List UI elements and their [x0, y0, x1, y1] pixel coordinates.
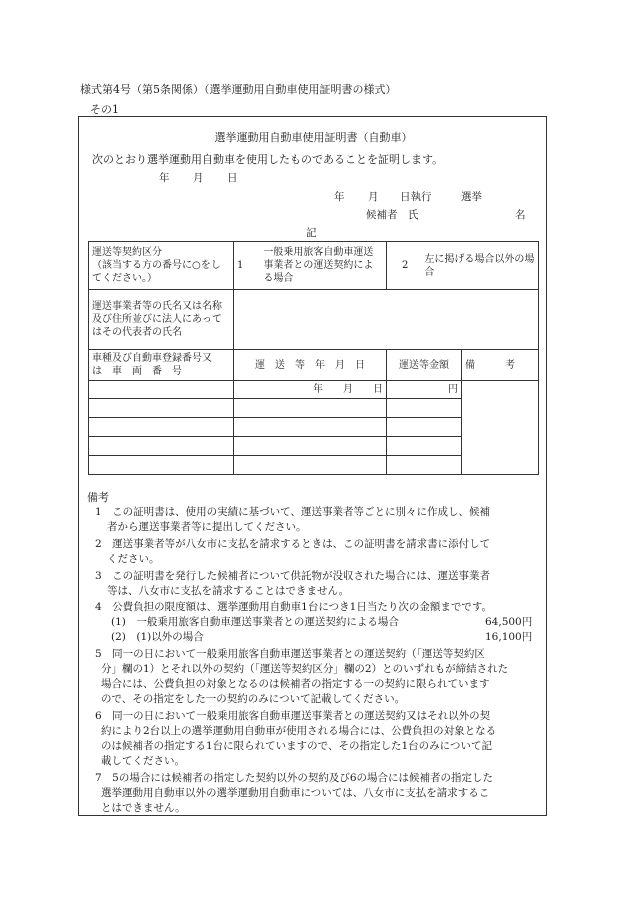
note-line: 4 公費負担の限度額は、選挙運動用自動車1台につき1日当たり次の金額までです。	[95, 601, 492, 613]
candidate-name-suffix: 名	[515, 209, 526, 221]
note-amount: 64,500円	[485, 616, 533, 628]
remarks-cell	[462, 381, 539, 475]
note-line: 5 同一の日において一般乗用旅客自動車運送事業者との運送契約（「運送等契約区	[95, 648, 485, 660]
option-2-text: 左に掲げる場合以外の場合	[424, 253, 535, 278]
note-amount: 16,100円	[485, 631, 533, 643]
note-line: のは候補者の指定する1台に限られていますので、その指定した1台のみについて記	[101, 740, 492, 752]
note-line: 選挙運動用自動車以外の選挙運動用自動車については、八女市に支払を請求するこ	[101, 787, 490, 799]
contract-label: 運送等契約区分 （該当する方の番号に○をしてください。）	[89, 242, 234, 290]
note-line: 等は、八女市に支払を請求することはできません。	[107, 585, 350, 597]
notes-title: 備考	[87, 491, 109, 504]
candidate-name-label: 候補者 氏	[366, 209, 419, 221]
date-cell: 年 月 日	[234, 381, 387, 399]
note-line: とはできません。	[101, 802, 186, 814]
vehicle-cell	[89, 437, 234, 456]
note-line: 分」欄の1）とそれ以外の契約（「運送等契約区分」欄の2）とのいずれもが締結された	[101, 663, 509, 675]
amount-cell	[387, 399, 462, 418]
note-line: ので、その指定をした一の契約のみについて記載してください。	[101, 693, 406, 705]
note-line: 場合には、公費負担の対象となるのは候補者の指定する一の契約に限られています	[101, 678, 490, 690]
election-year: 年	[334, 191, 345, 203]
amount-cell	[387, 456, 462, 475]
form-sub-number: その1	[90, 103, 119, 116]
option-2-number: 2	[402, 260, 409, 271]
col-vehicle-header: 車種及び自動車登録番号又 は 車 両 番 号	[89, 350, 234, 381]
col-amount-header: 運送等金額	[387, 350, 462, 381]
vehicle-cell	[89, 381, 234, 399]
note-line: 2 運送事業者等が八女市に支払を請求するときは、この証明書を請求書に添付して	[95, 538, 491, 550]
amount-cell: 円	[387, 381, 462, 399]
vehicle-cell	[89, 399, 234, 418]
note-line: 者から運送事業者等に提出してください。	[107, 521, 307, 533]
note-line: 6 同一の日において一般乗用旅客自動車運送事業者との運送契約又はそれ以外の契	[95, 710, 491, 722]
note-line: 7 5の場合には候補者の指定した契約以外の契約及び6の場合には候補者の指定した	[95, 772, 494, 784]
certificate-frame	[78, 116, 547, 816]
date-cell	[234, 456, 387, 475]
certificate-intro: 次のとおり選挙運動用自動車を使用したものであることを証明します。	[92, 153, 444, 166]
ki-label: 記	[306, 227, 317, 239]
option-1-text: 一般乗用旅客自動車運送事業者との運送契約による場合	[263, 247, 374, 284]
date-cell	[234, 418, 387, 437]
operator-label: 運送事業者等の氏名又は名称及び住所並びに法人にあってはその代表者の氏名	[89, 290, 234, 350]
date-month: 月	[193, 172, 204, 184]
col-date-header: 運 送 等 年 月 日	[234, 350, 387, 381]
date-cell	[234, 399, 387, 418]
option-1-number: 1	[237, 260, 244, 271]
date-cell	[234, 437, 387, 456]
note-line: 3 この証明書を発行した候補者について供託物が没収された場合には、運送事業者	[95, 570, 490, 582]
column-header-row	[89, 350, 539, 381]
col-remarks-header: 備 考	[462, 350, 539, 381]
date-day: 日	[227, 172, 238, 184]
note-line: (1) 一般乗用旅客自動車運送事業者との運送契約による場合	[111, 616, 399, 628]
usage-table	[88, 241, 539, 475]
contract-option-1	[234, 242, 387, 290]
certificate-title: 選挙運動用自動車使用証明書（自動車）	[214, 131, 413, 144]
election-exec-day: 日執行	[400, 191, 432, 203]
note-line: ください。	[107, 553, 160, 565]
form-number-header: 様式第4号（第5条関係）（選挙運動用自動車使用証明書の様式）	[80, 83, 397, 96]
note-line: 約により2台以上の選挙運動用自動車が使用される場合には、公費負担の対象となる	[101, 725, 497, 737]
election-month: 月	[368, 191, 379, 203]
amount-cell	[387, 437, 462, 456]
vehicle-cell	[89, 418, 234, 437]
amount-cell	[387, 418, 462, 437]
contract-option-2	[387, 242, 539, 290]
vehicle-cell	[89, 456, 234, 475]
note-line: (2) (1)以外の場合	[111, 631, 204, 643]
election-label: 選挙	[461, 191, 482, 203]
note-line: 1 この証明書は、使用の実績に基づいて、運送事業者等ごとに別々に作成し、候補	[95, 506, 490, 518]
operator-row	[89, 290, 539, 350]
contract-row	[89, 242, 539, 290]
operator-value	[234, 290, 539, 350]
table-row	[89, 381, 539, 399]
date-year: 年	[159, 172, 170, 184]
note-line: 載してください。	[101, 755, 185, 767]
